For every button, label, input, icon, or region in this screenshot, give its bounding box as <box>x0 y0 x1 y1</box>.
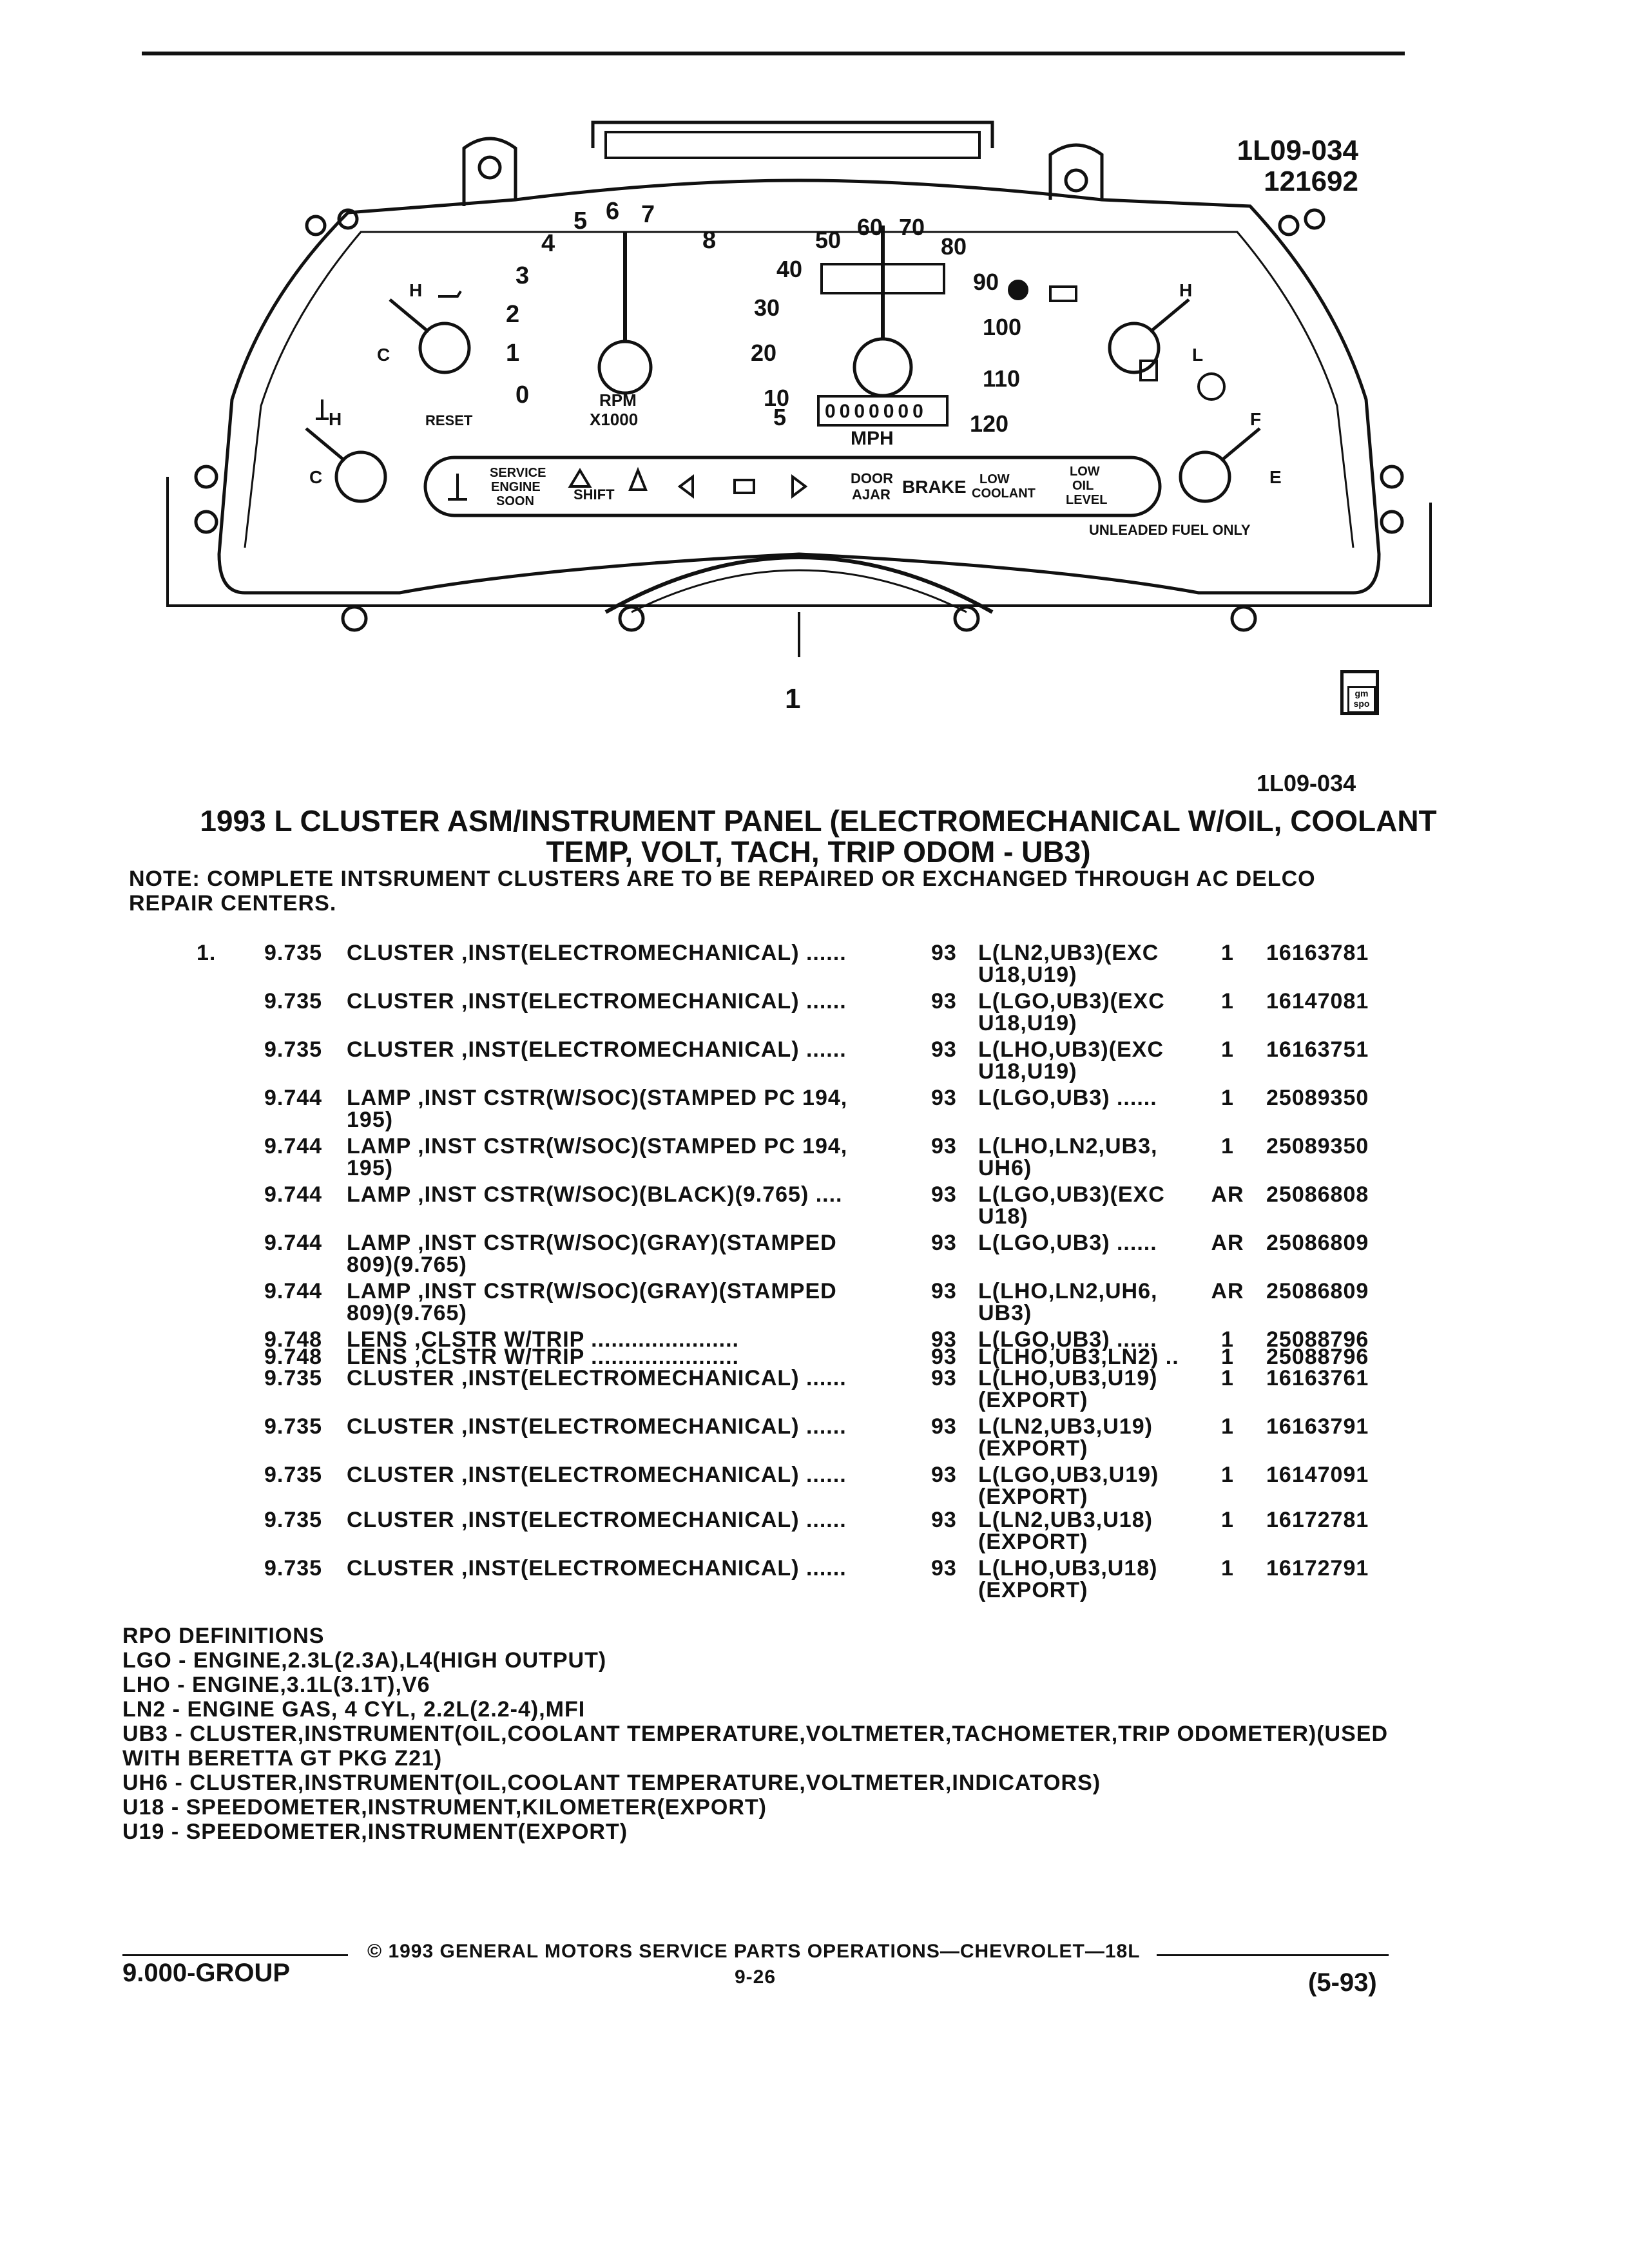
speedo-num-60: 60 <box>857 214 883 240</box>
application: (EXPORT) <box>978 1388 1088 1412</box>
part-number: 16163781 <box>1266 941 1369 965</box>
part-number: 16172791 <box>1266 1556 1369 1581</box>
mount-hole-right-upper-2 <box>1306 210 1324 228</box>
odometer-digits: 0000000 <box>825 401 927 422</box>
low-oil-level-1: LOW <box>1070 465 1100 479</box>
model-year: 93 <box>931 1463 957 1487</box>
low-oil-level-2: OIL <box>1072 479 1094 493</box>
mount-hole-left-2 <box>196 512 217 532</box>
speedo-num-40: 40 <box>776 256 803 282</box>
model-year: 93 <box>931 941 957 965</box>
description: LAMP ,INST CSTR(W/SOC)(STAMPED PC 194, <box>347 1086 848 1110</box>
shift-arrow-icon <box>570 470 590 486</box>
gm-spo-icon <box>1340 670 1379 715</box>
part-number: 16163751 <box>1266 1037 1369 1062</box>
trip-reset-label: RESET <box>425 412 473 428</box>
model-year: 93 <box>931 1182 957 1207</box>
mount-hole-bottom-center-right <box>955 607 978 630</box>
application: L(LHO,LN2,UB3, <box>978 1134 1158 1158</box>
speedo-zero: 5 <box>773 404 787 430</box>
group-number: 9.735 <box>264 1556 323 1581</box>
speedo-num-30: 30 <box>754 294 780 321</box>
description: LAMP ,INST CSTR(W/SOC)(BLACK)(9.765) .... <box>347 1182 843 1207</box>
speedo-num-110: 110 <box>983 365 1021 392</box>
model-year: 93 <box>931 1345 957 1369</box>
application: L(LGO,UB3,U19) <box>978 1463 1159 1487</box>
part-number: 16163791 <box>1266 1414 1369 1439</box>
application: L(LHO,UB3,U18) <box>978 1556 1158 1581</box>
application: L(LN2,UB3,U19) <box>978 1414 1153 1439</box>
mph-label: MPH <box>851 428 894 449</box>
callout-bracket <box>168 477 1431 606</box>
part-number: 25086809 <box>1266 1279 1369 1303</box>
oil-high-letter: H <box>409 280 423 300</box>
part-number: 25088796 <box>1266 1345 1369 1369</box>
rpo-line: LGO - ENGINE,2.3L(2.3A),L4(HIGH OUTPUT) <box>122 1648 607 1673</box>
rpo-line: LN2 - ENGINE GAS, 4 CYL, 2.2L(2.2-4),MFI <box>122 1697 586 1722</box>
right-turn-signal-icon <box>793 477 805 496</box>
mount-hole-top-right <box>1066 170 1086 191</box>
service-engine-soon-1: SERVICE <box>490 466 546 480</box>
application: (EXPORT) <box>978 1578 1088 1602</box>
brake-warning-dot-icon <box>1009 281 1027 299</box>
fuel-full-letter: F <box>1250 409 1262 429</box>
application: UH6) <box>978 1156 1032 1180</box>
group-number: 9.735 <box>264 1037 323 1062</box>
left-turn-signal-icon <box>680 477 693 496</box>
rpo-line: LHO - ENGINE,3.1L(3.1T),V6 <box>122 1673 430 1697</box>
application: L(LHO,UB3)(EXC <box>978 1037 1164 1062</box>
note-line-2: REPAIR CENTERS. <box>129 891 337 916</box>
model-year: 93 <box>931 1556 957 1581</box>
top-window-frame <box>593 122 992 148</box>
part-number: 25086808 <box>1266 1182 1369 1207</box>
mount-hole-right-2 <box>1382 512 1402 532</box>
application: L(LN2,UB3,U18) <box>978 1508 1153 1532</box>
volt-high-letter: H <box>1179 280 1193 300</box>
mount-hole-top-left <box>479 157 500 178</box>
mount-hole-left <box>196 466 217 487</box>
description: CLUSTER ,INST(ELECTROMECHANICAL) ...... <box>347 1037 847 1062</box>
volt-low-letter: L <box>1192 345 1204 365</box>
figure-id: 1L09-034 <box>1237 135 1358 166</box>
group-number: 9.748 <box>264 1327 323 1352</box>
top-rule <box>142 52 1405 55</box>
quantity: 1 <box>1221 1327 1234 1352</box>
application: L(LHO,UB3,U19) <box>978 1366 1158 1390</box>
instrument-cluster-illustration <box>155 103 1443 760</box>
coolant-temp-icon <box>448 474 467 499</box>
model-year: 93 <box>931 1414 957 1439</box>
description: 809)(9.765) <box>347 1253 467 1277</box>
group-number: 9.735 <box>264 1366 323 1390</box>
speedo-num-20: 20 <box>751 340 777 366</box>
group-number: 9.744 <box>264 1279 323 1303</box>
footer-group: 9.000-GROUP <box>122 1959 291 1987</box>
group-number: 9.748 <box>264 1345 323 1369</box>
application: L(LHO,UB3,LN2) .. <box>978 1345 1179 1369</box>
volt-needle <box>1150 300 1189 332</box>
description: LENS ,CLSTR W/TRIP ...................... <box>347 1345 739 1369</box>
quantity: 1 <box>1221 1037 1234 1062</box>
description: CLUSTER ,INST(ELECTROMECHANICAL) ...... <box>347 1414 847 1439</box>
quantity: 1 <box>1221 1556 1234 1581</box>
fuel-needle <box>1221 428 1260 461</box>
top-window <box>606 132 979 158</box>
application: U18) <box>978 1204 1028 1229</box>
part-number: 16163761 <box>1266 1366 1369 1390</box>
description: CLUSTER ,INST(ELECTROMECHANICAL) ...... <box>347 941 847 965</box>
service-engine-soon-2: ENGINE <box>491 480 541 494</box>
brake-indicator: BRAKE <box>902 477 967 497</box>
description: LAMP ,INST CSTR(W/SOC)(STAMPED PC 194, <box>347 1134 848 1158</box>
description: CLUSTER ,INST(ELECTROMECHANICAL) ...... <box>347 1508 847 1532</box>
group-number: 9.735 <box>264 941 323 965</box>
part-number: 16147081 <box>1266 989 1369 1014</box>
rpm-multiplier: X1000 <box>590 410 639 429</box>
speedo-num-120: 120 <box>970 410 1009 437</box>
part-number: 25086809 <box>1266 1231 1369 1255</box>
oil-low-letter: C <box>377 345 390 365</box>
part-number: 16147091 <box>1266 1463 1369 1487</box>
quantity: 1 <box>1221 1508 1234 1532</box>
application: L(LGO,UB3) ...... <box>978 1327 1157 1352</box>
speedo-num-80: 80 <box>941 233 967 260</box>
description: CLUSTER ,INST(ELECTROMECHANICAL) ...... <box>347 1463 847 1487</box>
part-number: 25089350 <box>1266 1134 1369 1158</box>
tach-num-7: 7 <box>641 201 655 228</box>
coolant-hot-letter: H <box>329 409 342 429</box>
rpm-label: RPM <box>599 390 637 410</box>
tach-zero: 0 <box>516 381 530 408</box>
application: L(LGO,UB3) ...... <box>978 1086 1157 1110</box>
low-coolant-2: COOLANT <box>972 486 1036 501</box>
application: U18,U19) <box>978 963 1077 987</box>
quantity: 1 <box>1221 1414 1234 1439</box>
model-year: 93 <box>931 1086 957 1110</box>
quantity: 1 <box>1221 1345 1234 1369</box>
low-coolant-1: LOW <box>979 472 1010 486</box>
description: 809)(9.765) <box>347 1301 467 1325</box>
mount-hole-left-upper <box>307 216 325 235</box>
description: CLUSTER ,INST(ELECTROMECHANICAL) ...... <box>347 989 847 1014</box>
title-line-2: TEMP, VOLT, TACH, TRIP ODOM - UB3) <box>546 835 1091 869</box>
quantity: 1 <box>1221 941 1234 965</box>
mount-hole-right-upper <box>1280 216 1298 235</box>
quantity: AR <box>1211 1231 1244 1255</box>
tach-num-2: 2 <box>506 301 520 328</box>
tach-hub <box>599 341 651 393</box>
group-number: 9.744 <box>264 1182 323 1207</box>
part-number: 16172781 <box>1266 1508 1369 1532</box>
rpo-heading: RPO DEFINITIONS <box>122 1624 325 1648</box>
application: (EXPORT) <box>978 1530 1088 1554</box>
footer-rule-right <box>1157 1954 1389 1956</box>
mount-hole-bottom-right <box>1232 607 1255 630</box>
part-number: 25088796 <box>1266 1327 1369 1352</box>
abs-warning-icon <box>1199 374 1224 399</box>
callout-number: 1 <box>785 683 801 715</box>
model-year: 93 <box>931 1508 957 1532</box>
speedo-num-10: 10 <box>764 385 790 411</box>
quantity: 1 <box>1221 1086 1234 1110</box>
application: L(LGO,UB3)(EXC <box>978 989 1165 1014</box>
model-year: 93 <box>931 1327 957 1352</box>
quantity: 1 <box>1221 1134 1234 1158</box>
quantity: 1 <box>1221 1366 1234 1390</box>
group-number: 9.735 <box>264 989 323 1014</box>
application: L(LN2,UB3)(EXC <box>978 941 1159 965</box>
quantity: AR <box>1211 1279 1244 1303</box>
group-number: 9.735 <box>264 1508 323 1532</box>
rpo-definitions <box>122 1624 1540 1844</box>
application: L(LGO,UB3) ...... <box>978 1231 1157 1255</box>
seatbelt-icon <box>630 470 646 490</box>
group-number: 9.744 <box>264 1086 323 1110</box>
description: CLUSTER ,INST(ELECTROMECHANICAL) ...... <box>347 1366 847 1390</box>
model-year: 93 <box>931 1231 957 1255</box>
oil-can-icon <box>438 291 461 296</box>
description: LENS ,CLSTR W/TRIP ...................... <box>347 1327 739 1352</box>
speedo-num-50: 50 <box>815 227 842 253</box>
application: (EXPORT) <box>978 1485 1088 1509</box>
quantity: 1 <box>1221 989 1234 1014</box>
description: 195) <box>347 1108 394 1132</box>
mount-hole-bottom-left <box>343 607 366 630</box>
unleaded-fuel-label: UNLEADED FUEL ONLY <box>1089 522 1251 538</box>
description: LAMP ,INST CSTR(W/SOC)(GRAY)(STAMPED <box>347 1231 837 1255</box>
fuel-empty-letter: E <box>1269 467 1282 487</box>
rpo-line: U19 - SPEEDOMETER,INSTRUMENT(EXPORT) <box>122 1820 628 1844</box>
application: (EXPORT) <box>978 1436 1088 1461</box>
ref-number: 1. <box>197 941 217 965</box>
group-number: 9.744 <box>264 1134 323 1158</box>
group-number: 9.735 <box>264 1414 323 1439</box>
model-year: 93 <box>931 1134 957 1158</box>
quantity: AR <box>1211 1182 1244 1207</box>
application: UB3) <box>978 1301 1032 1325</box>
speedo-num-70: 70 <box>899 214 925 240</box>
application: U18,U19) <box>978 1059 1077 1084</box>
application: L(LGO,UB3)(EXC <box>978 1182 1165 1207</box>
door-ajar-2: AJAR <box>852 486 891 503</box>
low-oil-level-3: LEVEL <box>1066 493 1108 507</box>
speedo-num-100: 100 <box>983 314 1022 340</box>
description: 195) <box>347 1156 394 1180</box>
oil-needle <box>390 300 429 332</box>
tach-num-8: 8 <box>702 227 717 254</box>
tach-num-5: 5 <box>574 207 588 235</box>
speedo-hub <box>854 339 911 396</box>
coolant-needle <box>306 428 345 461</box>
rpo-line: UB3 - CLUSTER,INSTRUMENT(OIL,COOLANT TEMPERATURE,VOLTMETER,TACHOMETER,TRIP ODOMETER)(USED <box>122 1722 1388 1746</box>
gm-spo-label: gm spo <box>1347 686 1376 713</box>
speedo-num-90: 90 <box>973 269 999 295</box>
service-engine-soon-3: SOON <box>496 494 534 508</box>
group-number: 9.744 <box>264 1231 323 1255</box>
part-number: 25089350 <box>1266 1086 1369 1110</box>
footer-page: 9-26 <box>735 1966 776 1988</box>
model-year: 93 <box>931 989 957 1014</box>
description: CLUSTER ,INST(ELECTROMECHANICAL) ...... <box>347 1556 847 1581</box>
model-year: 93 <box>931 1366 957 1390</box>
tach-num-1: 1 <box>506 340 520 367</box>
door-ajar-1: DOOR <box>851 470 893 486</box>
rpo-line: WITH BERETTA GT PKG Z21) <box>122 1746 443 1771</box>
rpo-line: U18 - SPEEDOMETER,INSTRUMENT,KILOMETER(EXPORT) <box>122 1795 767 1820</box>
application: U18,U19) <box>978 1011 1077 1035</box>
description: LAMP ,INST CSTR(W/SOC)(GRAY)(STAMPED <box>347 1279 837 1303</box>
model-year: 93 <box>931 1037 957 1062</box>
group-number: 9.735 <box>264 1463 323 1487</box>
model-year: 93 <box>931 1279 957 1303</box>
mount-tab-top-left <box>464 139 516 206</box>
footer-rule-left <box>122 1954 348 1956</box>
shift-indicator: SHIFT <box>574 486 615 503</box>
title-line-1: 1993 L CLUSTER ASM/INSTRUMENT PANEL (ELECTROMECHANICAL W/OIL, COOLANT <box>200 804 1437 838</box>
rpo-line: UH6 - CLUSTER,INSTRUMENT(OIL,COOLANT TEMPERATURE,VOLTMETER,INDICATORS) <box>122 1771 1101 1795</box>
quantity: 1 <box>1221 1463 1234 1487</box>
headlamp-icon <box>735 480 754 493</box>
tach-num-4: 4 <box>541 230 555 257</box>
battery-icon <box>1050 287 1076 301</box>
footer-copyright: © 1993 GENERAL MOTORS SERVICE PARTS OPERATIONS—CHEVROLET—18L <box>367 1941 1141 1962</box>
application: L(LHO,LN2,UH6, <box>978 1279 1158 1303</box>
coolant-cold-letter: C <box>309 467 323 487</box>
caption-id: 1L09-034 <box>1257 770 1356 796</box>
figure-date-code: 121692 <box>1264 166 1358 197</box>
coolant-thermometer-icon <box>316 399 329 419</box>
mount-hole-right <box>1382 466 1402 487</box>
footer-date: (5-93) <box>1308 1968 1377 1997</box>
tach-num-6: 6 <box>606 198 620 225</box>
note-line-1: NOTE: COMPLETE INTSRUMENT CLUSTERS ARE TO BE REPAIRED OR EXCHANGED THROUGH AC DELCO <box>129 867 1316 891</box>
mount-hole-bottom-center-left <box>620 607 643 630</box>
tach-num-3: 3 <box>516 262 530 289</box>
steering-column-arch <box>606 557 992 612</box>
